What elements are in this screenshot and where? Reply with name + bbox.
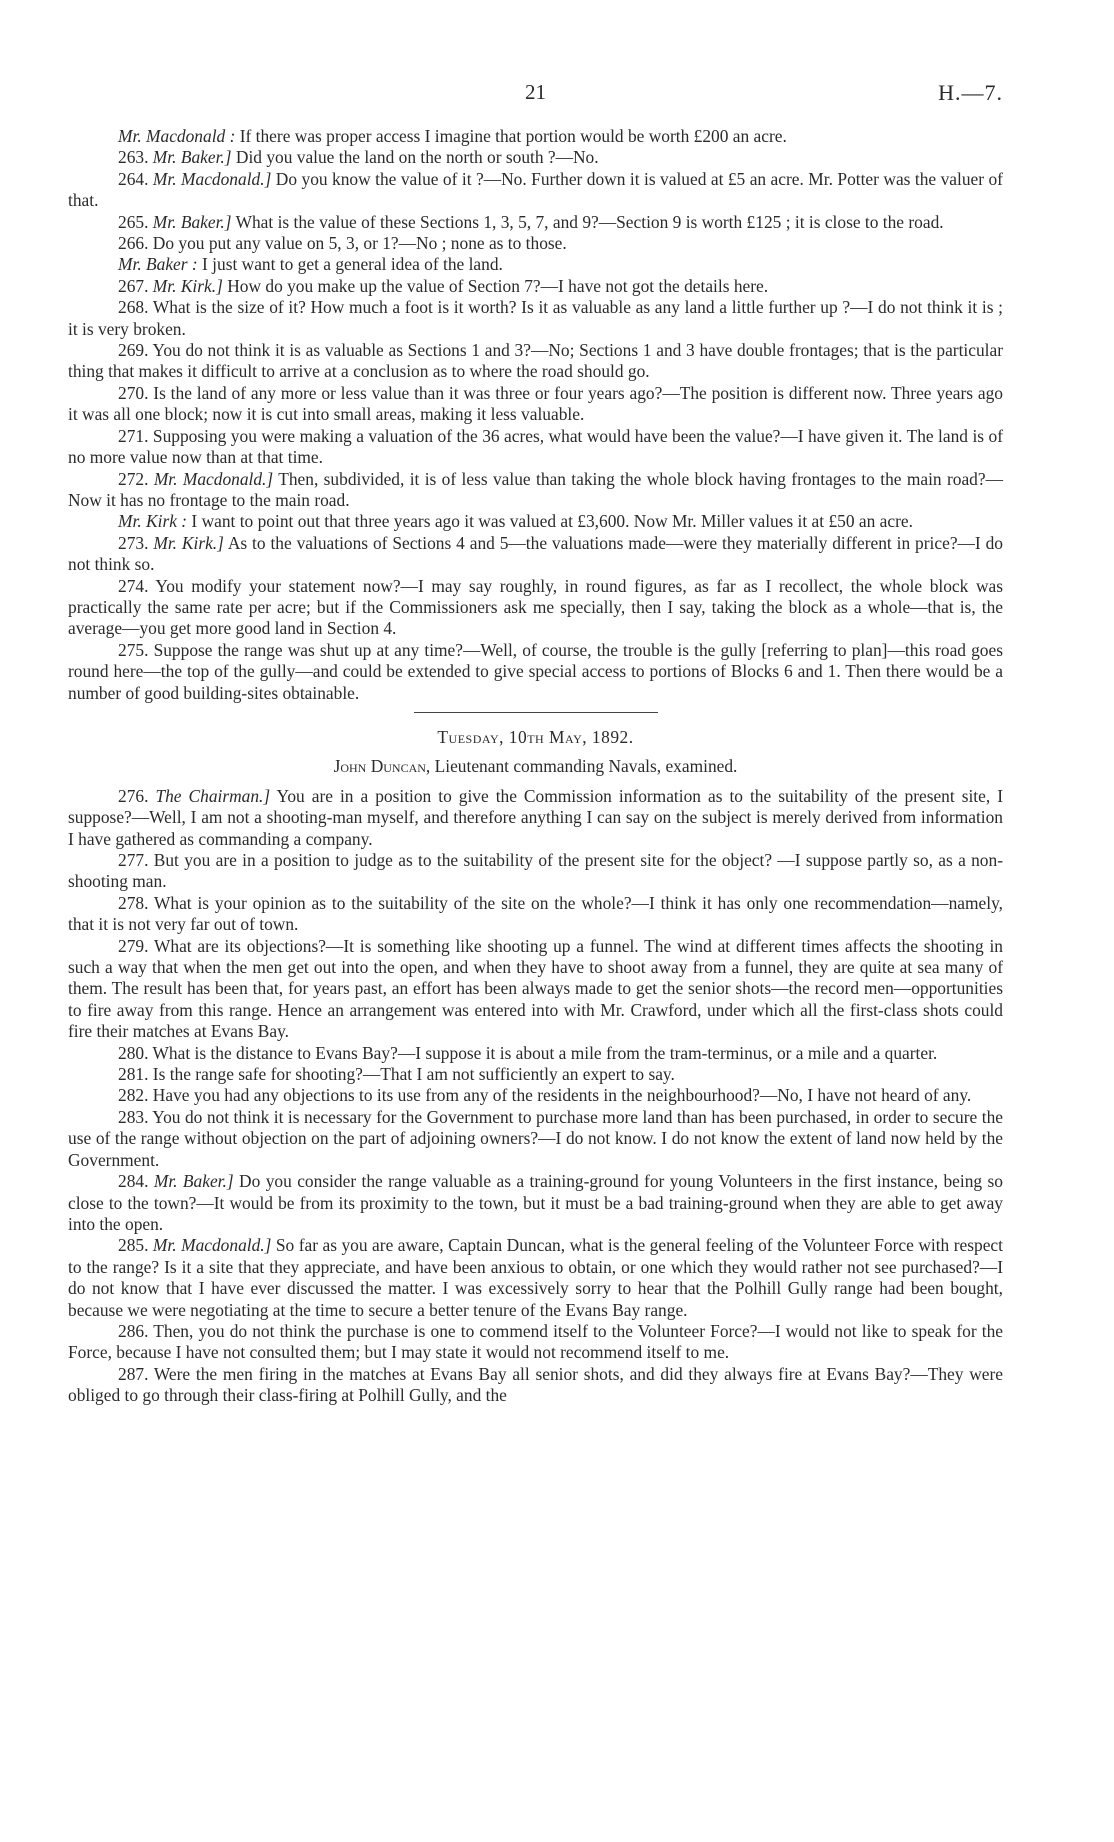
- question-paragraph: [68, 893, 1003, 936]
- question-paragraph: [68, 936, 1003, 1043]
- speaker-name: Mr. Baker.]: [152, 211, 232, 232]
- question-paragraph: [68, 786, 1003, 850]
- question-paragraph: [68, 1321, 1003, 1364]
- witness-name: John Duncan: [333, 756, 426, 777]
- speaker-name: Mr. Macdonald.]: [153, 468, 274, 489]
- question-paragraph: [68, 126, 1003, 147]
- question-paragraph: [68, 640, 1003, 704]
- question-number: 269.: [118, 340, 149, 361]
- question-number: 282.: [118, 1085, 149, 1106]
- question-text: What is the distance to Evans Bay?—I suppose it is about a mile from the tram-terminus, or a mile and a quarter.: [152, 1042, 938, 1063]
- question-text: Supposing you were making a valuation of the 36 acres, what would have been the value?—I have given it. The land is of no more value now than at that time.: [68, 425, 1003, 468]
- question-paragraph: [68, 533, 1003, 576]
- question-text: What are its objections?—It is something like shooting up a funnel. The wind at different times affects the shooting in such a way that when the men get out into the open, and when they have to shoot away from a funnel, they are quite at sea many of them. The result has been that, for years past, an effort has been always made to get the senior shots—the record men—opportunities to fire away from this range. Hence an arrangement was entered into with Mr. Crawford, under which all the first-class shots could fire their matches at Evans Bay.: [68, 935, 1003, 1042]
- question-paragraph: [68, 169, 1003, 212]
- question-number: 273.: [118, 532, 149, 553]
- question-paragraph: [68, 340, 1003, 383]
- question-number: 263.: [118, 147, 149, 168]
- question-number: 270.: [118, 382, 149, 403]
- question-number: 277.: [118, 850, 149, 870]
- question-text: Have you had any objections to its use from any of the residents in the neighbourhood?—No, I have not heard of any.: [152, 1085, 972, 1106]
- question-text: Is the land of any more or less value than it was three or four years ago?—The position is different now. Three years ago it was all one block; now it is cut into small areas, making it less valuable.: [68, 382, 1003, 425]
- speaker-name: Mr. Baker.]: [153, 1171, 234, 1192]
- question-text: Do you consider the range valuable as a training-ground for young Volunteers in the first instance, being so close to the town?—It would be from its proximity to the town, but it must be a bad training-ground when they are able to get away into the open.: [68, 1171, 1003, 1234]
- question-number: 276.: [118, 785, 149, 806]
- question-number: 265.: [118, 211, 149, 232]
- question-text: What is the value of these Sections 1, 3, 5, 7, and 9?—Section 9 is worth £125 ; it is close to the road.: [231, 211, 944, 232]
- question-text: Then, subdivided, it is of less value than taking the whole block having frontages to the main road?—Now it has no frontage to the main road.: [68, 468, 1003, 510]
- question-text: Were the men firing in the matches at Evans Bay all senior shots, and did they always fire at Evans Bay?—They were obliged to go through their class-firing at Polhill Gully, and the: [68, 1363, 1003, 1406]
- question-text: Is the range safe for shooting?—That I am not sufficiently an expert to say.: [152, 1064, 675, 1085]
- question-number: 280.: [118, 1042, 149, 1063]
- question-paragraph: [68, 1364, 1003, 1407]
- question-paragraph: [68, 1235, 1003, 1321]
- question-number: 278.: [118, 892, 149, 913]
- question-text: What is your opinion as to the suitability of the site on the whole?—I think it has only one recommendation—namely, that it is not very far out of town.: [68, 892, 1003, 935]
- question-paragraph: [68, 233, 1003, 254]
- question-paragraph: [68, 1171, 1003, 1235]
- speaker-name: Mr. Macdonald :: [118, 126, 236, 146]
- question-paragraph: [68, 276, 1003, 297]
- question-text: You do not think it is necessary for the Government to purchase more land than has been purchased, in order to secure the use of the range without objection on the part of adjoining owners?—I do not know. I do not know the extent of land now held by the Government.: [68, 1106, 1003, 1170]
- question-text: Then, you do not think the purchase is one to commend itself to the Volunteer Force?—I would not like to speak for the Force, because I have not consulted them; but I may state it would not recommend itself to me.: [68, 1320, 1003, 1363]
- question-paragraph: [68, 297, 1003, 340]
- speaker-name: The Chairman.]: [155, 785, 271, 806]
- question-text: So far as you are aware, Captain Duncan, what is the general feeling of the Volunteer Force with respect to the range? Is it a site that they appreciate, and have been anxious to obtain, or one which they would rather not see purchased?—I do not know that I have ever discussed the matter. I was excessively sorry to hear that the Polhill Gully range had been bought, because we were negotiating at the time to secure a better tenure of the Evans Bay range.: [68, 1235, 1003, 1320]
- speaker-name: Mr. Kirk.]: [152, 275, 223, 296]
- question-number: 283.: [118, 1106, 149, 1127]
- page-header: [68, 82, 1003, 126]
- question-number: 284.: [118, 1171, 149, 1192]
- question-number: 281.: [118, 1064, 149, 1085]
- question-paragraph: [68, 850, 1003, 893]
- question-text: Suppose the range was shut up at any time?—Well, of course, the trouble is the gully [referring to plan]—this road goes round here—the top of the gully—and could be extended to give special access to portions of Blocks 6 and 1. Then there would be a number of good building-sites obtainable.: [68, 639, 1003, 703]
- page-number: 21: [525, 80, 546, 104]
- question-paragraph: [68, 147, 1003, 168]
- question-number: 271.: [118, 425, 149, 446]
- question-paragraph: [68, 469, 1003, 512]
- question-text: How do you make up the value of Section 7?—I have not got the details here.: [222, 275, 769, 296]
- document-code: H.—7.: [938, 80, 1003, 105]
- question-number: 285.: [118, 1235, 149, 1256]
- question-text: What is the size of it? How much a foot is it worth? Is it as valuable as any land a little further up ?—I do not think it is ; it is very broken.: [68, 297, 1003, 339]
- document-page: [68, 82, 1003, 1407]
- question-paragraph: [68, 576, 1003, 640]
- question-text: You are in a position to give the Commission information as to the suitability of the present site, I suppose?—Well, I am not a shooting-man myself, and therefore anything I can say on the subject is merely derived from information I have gathered as commanding a company.: [68, 785, 1003, 849]
- question-number: 287.: [118, 1363, 149, 1384]
- question-text: Did you value the land on the north or south ?—No.: [231, 147, 599, 168]
- question-paragraph: [68, 383, 1003, 426]
- question-paragraph: [68, 426, 1003, 469]
- witness-heading: [68, 756, 1003, 777]
- speaker-name: Mr. Macdonald.]: [152, 1235, 272, 1256]
- question-text: But you are in a position to judge as to the suitability of the present site for the object? —I suppose partly so, as a non-shooting man.: [68, 850, 1003, 892]
- question-text: As to the valuations of Sections 4 and 5—the valuations made—were they materially different in price?—I do not think so.: [68, 532, 1003, 575]
- question-text: I just want to get a general idea of the land.: [197, 254, 503, 275]
- witness-description: , Lieutenant commanding Navals, examined.: [425, 756, 738, 777]
- question-number: 264.: [118, 168, 149, 189]
- question-number: 274.: [118, 575, 149, 596]
- question-number: 266.: [118, 233, 149, 254]
- speaker-name: Mr. Macdonald.]: [152, 168, 272, 189]
- question-text: I want to point out that three years ago it was valued at £3,600. Now Mr. Miller values it at £50 an acre.: [187, 511, 913, 532]
- question-text: Do you put any value on 5, 3, or 1?—No ; none as to those.: [152, 233, 567, 254]
- question-number: 272.: [118, 468, 149, 489]
- question-paragraph: [68, 1107, 1003, 1171]
- question-paragraph: [68, 212, 1003, 233]
- question-paragraph: [68, 1043, 1003, 1064]
- question-number: 279.: [118, 935, 149, 956]
- section-divider: [414, 712, 658, 713]
- question-number: 286.: [118, 1320, 149, 1341]
- question-paragraph: [68, 254, 1003, 275]
- question-paragraph: [68, 511, 1003, 532]
- session-date: Tuesday, 10th May, 1892.: [437, 726, 634, 747]
- question-text: You do not think it is as valuable as Sections 1 and 3?—No; Sections 1 and 3 have double frontages; that is the particular thing that makes it difficult to arrive at a conclusion as to where the road should go.: [68, 340, 1004, 382]
- question-number: 268.: [118, 297, 149, 318]
- question-number: 267.: [118, 275, 149, 296]
- speaker-name: Mr. Kirk :: [118, 511, 188, 532]
- question-paragraph: [68, 1085, 1003, 1106]
- speaker-name: Mr. Baker.]: [152, 147, 232, 168]
- speaker-name: Mr. Baker :: [118, 254, 198, 275]
- question-number: 275.: [118, 639, 149, 660]
- evidence-section-1: [68, 126, 1003, 704]
- evidence-section-2: [68, 786, 1003, 1407]
- question-text: You modify your statement now?—I may say roughly, in round figures, as far as I recollect, the whole block was practically the same rate per acre; but if the Commissioners ask me specially, then I say, taking the block as a whole—that is, the average—you get more good land in Section 4.: [68, 575, 1004, 639]
- question-text: Do you know the value of it ?—No. Further down it is valued at £5 an acre. Mr. Potter was the valuer of that.: [68, 168, 1003, 211]
- question-text: If there was proper access I imagine that portion would be worth £200 an acre.: [235, 126, 787, 146]
- question-paragraph: [68, 1064, 1003, 1085]
- speaker-name: Mr. Kirk.]: [153, 532, 224, 553]
